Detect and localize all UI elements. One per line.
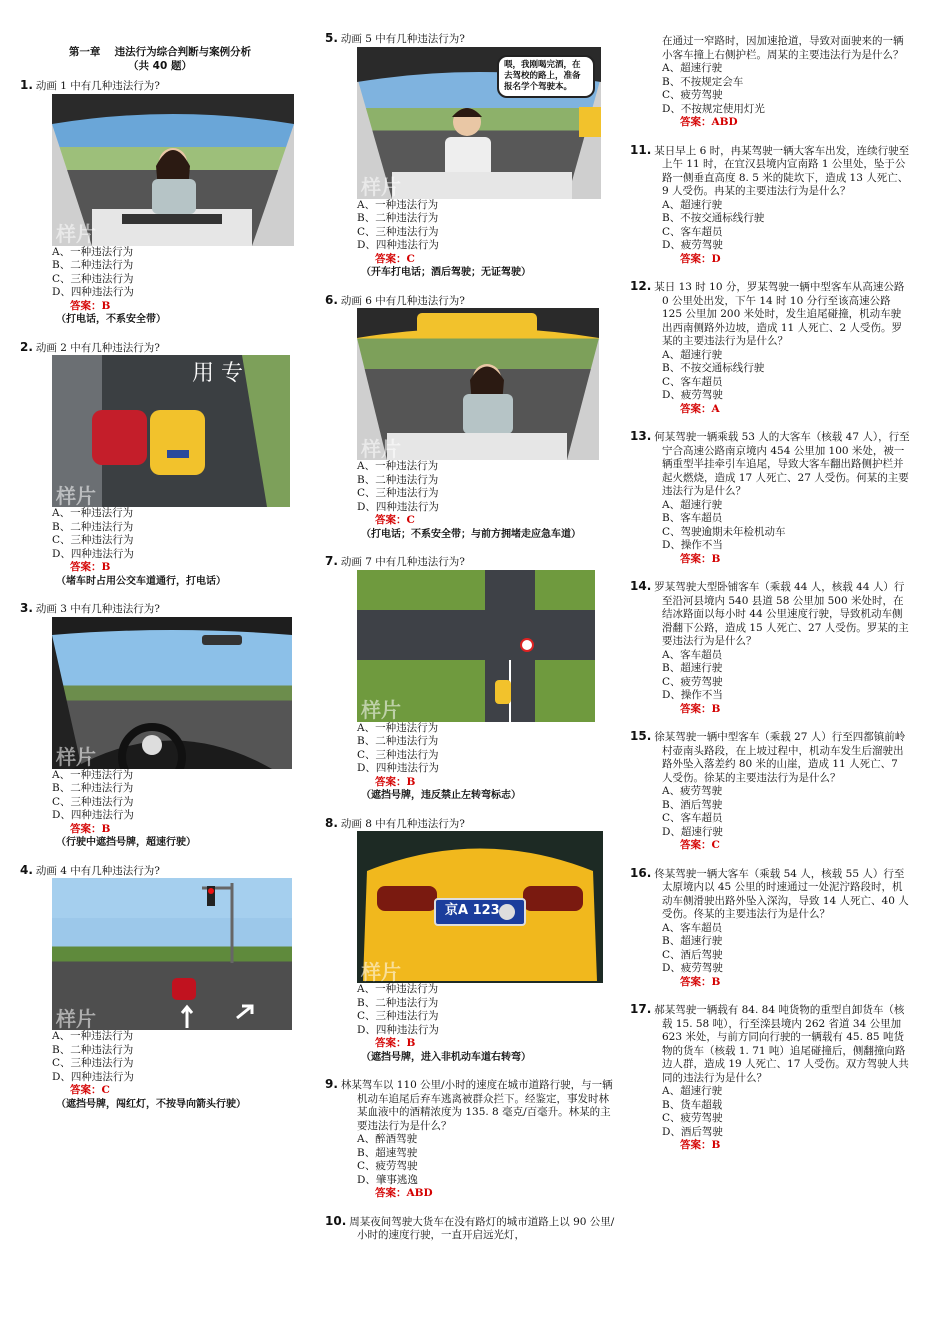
question-number: 11. — [630, 142, 652, 157]
option-c: C、疲劳驾驶 — [662, 675, 723, 688]
answer-note: （行驶中遮挡号牌，超速行驶） — [56, 837, 196, 848]
question-10-continued — [630, 35, 910, 130]
speech-bubble: 喂，我刚喝完酒，在去驾校的路上，准备报名学个驾驶本。 — [497, 55, 595, 98]
option-a: A、一种违法行为 — [52, 1030, 134, 1042]
option-c: C、三种违法行为 — [52, 1057, 134, 1069]
option-d: D、四种违法行为 — [52, 286, 134, 298]
option-b: B、酒后驾驶 — [662, 798, 723, 811]
svg-text:用 专: 用 专 — [192, 361, 243, 386]
question-text: 罗某驾驶大型卧铺客车（乘载 44 人，核载 44 人）行至沿河县境内 540 县道 58 公里加 500 米处时，在结冰路面以每小时 44 公里速度行驶，导致机动车侧滑翻下公路，造成 15 人死亡、27 人受伤。罗某的主要违法行为是什么？ — [654, 581, 909, 647]
question-text: 佟某驾驶一辆大客车（乘载 54 人，核载 55 人）行至太原境内以 45 公里的时速通过一处泥泞路段时，机动车侧滑驶出路外坠入深沟，导致 14 人死亡、40 人受伤。佟某的主要违法行为是什么？ — [654, 867, 909, 920]
option-b: B、二种违法行为 — [357, 473, 439, 486]
option-b: B、二种违法行为 — [52, 259, 134, 271]
answer: 答案：B — [680, 702, 721, 715]
question-14 — [630, 580, 910, 716]
option-b: B、不按交通标线行驶 — [662, 212, 765, 224]
answer: 答案：C — [375, 514, 415, 526]
watermark: 样片 — [361, 175, 401, 199]
question-2 — [20, 341, 300, 589]
animation-6-image — [357, 308, 599, 460]
option-c: C、客车超员 — [662, 812, 723, 824]
option-c: C、客车超员 — [662, 225, 723, 238]
answer: 答案：ABD — [375, 1187, 433, 1199]
option-a: A、一种违法行为 — [52, 768, 134, 781]
option-a: A、疲劳驾驶 — [662, 785, 723, 797]
option-a: A、一种违法行为 — [52, 507, 134, 519]
question-number: 2. — [20, 339, 33, 354]
option-d: D、操作不当 — [662, 539, 723, 551]
option-b: B、超速行驶 — [662, 662, 723, 674]
option-d: D、四种违法行为 — [52, 1070, 134, 1083]
option-d: D、疲劳驾驶 — [662, 389, 723, 401]
answer-note: （遮挡号牌，违反禁止左转弯标志） — [361, 790, 521, 801]
question-15 — [630, 730, 910, 853]
option-c: C、三种违法行为 — [357, 748, 439, 761]
option-d: D、不按规定使用灯光 — [662, 102, 765, 115]
answer: 答案：B — [70, 299, 111, 312]
option-c: C、疲劳驾驶 — [662, 1112, 723, 1124]
question-text: 某日早上 6 时，冉某驾驶一辆大客车出发，连续行驶至上午 11 时，在宜汉县境内宣南路 1 公里处，坠于公路一侧垂直高度 8. 5 米的陡坎下，造成 13 人死亡、9 人受伤。冉某的主要违法行为是什么？ — [654, 144, 910, 197]
option-a: A、超速行驶 — [662, 1085, 723, 1097]
question-text: 动画 1 中有几种违法行为? — [35, 80, 160, 92]
option-a: A、超速行驶 — [662, 498, 723, 511]
answer-note: （遮挡号牌，闯红灯，不按导向箭头行驶） — [56, 1098, 246, 1110]
option-a: A、一种违法行为 — [357, 460, 439, 472]
question-5 — [325, 32, 615, 280]
question-text: 周某夜间驾驶大货车在没有路灯的城市道路上以 90 公里/小时的速度行驶，一直开启远光灯， — [349, 1215, 615, 1241]
question-4 — [20, 864, 300, 1112]
question-number: 5. — [325, 31, 338, 45]
option-a: A、客车超员 — [662, 921, 723, 934]
answer-note: （打电话，不系安全带） — [56, 314, 166, 325]
option-a: A、一种违法行为 — [357, 198, 439, 211]
option-d: D、酒后驾驶 — [662, 1125, 723, 1138]
option-b: B、超速行驶 — [662, 935, 723, 947]
option-a: A、超速行驶 — [662, 62, 723, 74]
option-d: D、四种违法行为 — [357, 239, 439, 251]
option-d: D、四种违法行为 — [52, 809, 134, 821]
answer: 答案：B — [680, 1139, 721, 1151]
option-a: A、超速行驶 — [662, 348, 723, 361]
question-6 — [325, 294, 615, 542]
watermark: 样片 — [56, 483, 96, 507]
license-plate: 京A 123 — [445, 903, 500, 918]
animation-7-image — [357, 570, 595, 722]
question-number: 7. — [325, 554, 338, 568]
question-9 — [325, 1078, 615, 1201]
answer: 答案：B — [375, 775, 416, 788]
option-b: B、二种违法行为 — [357, 212, 439, 224]
option-b: B、二种违法行为 — [357, 996, 439, 1009]
option-a: A、一种违法行为 — [357, 983, 439, 995]
option-d: D、肇事逃逸 — [357, 1173, 418, 1186]
answer: 答案：D — [680, 252, 721, 265]
answer: 答案：B — [70, 561, 111, 573]
question-number: 1. — [20, 78, 33, 92]
question-number: 6. — [325, 292, 338, 307]
question-number: 3. — [20, 601, 33, 615]
question-1 — [20, 79, 300, 327]
option-d: D、疲劳驾驶 — [662, 962, 723, 974]
question-text: 动画 8 中有几种违法行为? — [340, 817, 465, 830]
option-a: A、一种违法行为 — [357, 721, 439, 734]
animation-5-image — [357, 47, 601, 199]
answer: 答案：B — [375, 1037, 416, 1049]
question-text: 林某驾车以 110 公里/小时的速度在城市道路行驶，与一辆机动车追尾后弃车逃离被群众拦下。经鉴定，事发时林某血液中的酒精浓度为 135. 8 毫克/百毫升。林某的主要违法行为是什么？ — [340, 1079, 613, 1132]
animation-8-image — [357, 831, 603, 983]
option-d: D、四种违法行为 — [52, 547, 134, 560]
question-text: 在通过一窄路时，因加速抢道，导致对面驶来的一辆小客车撞上右侧护栏。周某的主要违法行为是什么？ — [662, 35, 904, 61]
option-c: C、三种违法行为 — [52, 534, 134, 546]
option-c: C、三种违法行为 — [357, 225, 439, 238]
chapter-subtitle: （共 40 题） — [128, 60, 192, 72]
option-c: C、疲劳驾驶 — [357, 1160, 418, 1172]
question-text: 郝某驾驶一辆载有 84. 84 吨货物的重型自卸货车（核载 15. 58 吨），行至滦县境内 262 省道 34 公里加 623 米处，与前方同向行驶的一辆载有 45. 85 吨货物的货车（核载 1. 71 吨）追尾碰撞后，侧翻撞向路边人群，造成 19 人死亡、17 人受伤。双方驾驶人共同的违法行为是什么？ — [654, 1004, 909, 1084]
column-right — [630, 35, 910, 1167]
chapter-title: 第一章 违法行为综合判断与案例分析 — [68, 46, 252, 58]
option-b: B、不按交通标线行驶 — [662, 362, 765, 374]
option-b: B、超速驾驶 — [357, 1146, 418, 1159]
option-c: C、三种违法行为 — [52, 272, 134, 285]
question-number: 17. — [630, 1002, 652, 1016]
option-d: D、超速行驶 — [662, 825, 723, 838]
animation-3-image — [52, 617, 292, 769]
animation-2-image — [52, 355, 290, 507]
answer-note: （开车打电话；酒后驾驶；无证驾驶） — [361, 267, 531, 278]
question-11 — [630, 144, 910, 267]
animation-1-image — [52, 94, 294, 246]
watermark: 样片 — [56, 1006, 96, 1030]
option-c: C、三种违法行为 — [357, 1010, 439, 1022]
question-number: 13. — [630, 429, 652, 443]
option-a: A、醉酒驾驶 — [357, 1133, 418, 1145]
option-d: D、操作不当 — [662, 689, 723, 701]
question-text: 动画 2 中有几种违法行为? — [35, 341, 160, 354]
question-3 — [20, 602, 300, 850]
answer-note: （打电话；不系安全带；与前方拥堵走应急车道） — [361, 528, 581, 540]
question-text: 动画 4 中有几种违法行为? — [35, 864, 160, 877]
option-c: C、三种违法行为 — [357, 487, 439, 499]
answer: 答案：C — [375, 252, 415, 265]
watermark: 样片 — [361, 698, 401, 722]
option-d: D、四种违法行为 — [357, 762, 439, 774]
question-text: 动画 3 中有几种违法行为? — [35, 603, 160, 615]
option-c: C、疲劳驾驶 — [662, 89, 723, 101]
question-17 — [630, 1003, 910, 1153]
option-d: D、四种违法行为 — [357, 500, 439, 513]
question-7 — [325, 555, 615, 803]
question-16 — [630, 867, 910, 990]
option-b: B、二种违法行为 — [52, 1043, 134, 1056]
answer: 答案：A — [680, 402, 720, 415]
column-middle — [325, 32, 615, 1257]
option-d: D、四种违法行为 — [357, 1023, 439, 1036]
question-text: 徐某驾驶一辆中型客车（乘载 27 人）行至四都镇前岭村壶南头路段，在上坡过程中，机动车发生后溜驶出路外坠入落差约 80 米的山崖，造成 11 人死亡、7 人受伤。徐某的主要违法行为是什么？ — [654, 731, 906, 784]
option-a: A、客车超员 — [662, 648, 723, 661]
question-number: 10. — [325, 1213, 347, 1228]
answer-note: （遮挡号牌，进入非机动车道右转弯） — [361, 1051, 531, 1063]
watermark: 样片 — [361, 959, 401, 983]
option-a: A、一种违法行为 — [52, 245, 134, 258]
question-number: 14. — [630, 579, 652, 593]
answer: 答案：B — [680, 975, 721, 988]
option-c: C、三种违法行为 — [52, 795, 134, 808]
question-number: 4. — [20, 862, 33, 877]
option-d: D、疲劳驾驶 — [662, 239, 723, 251]
question-number: 16. — [630, 865, 652, 880]
option-b: B、客车超员 — [662, 512, 723, 524]
answer: 答案：C — [70, 1084, 110, 1096]
question-number: 9. — [325, 1077, 338, 1091]
option-b: B、二种违法行为 — [357, 735, 439, 747]
answer: 答案：B — [70, 822, 111, 835]
question-8 — [325, 817, 615, 1065]
question-text: 何某驾驶一辆乘载 53 人的大客车（核载 47 人），行至宁合高速公路南京境内 454 公里加 100 米处，被一辆重型半挂牵引车追尾，导致大客车翻出路侧护栏并起火燃烧，造成 17 人死亡、27 人受伤。何某的主要违法行为是什么？ — [654, 431, 910, 497]
answer: 答案：ABD — [680, 116, 738, 128]
watermark: 样片 — [56, 222, 96, 246]
answer: 答案：C — [680, 839, 720, 851]
option-b: B、二种违法行为 — [52, 782, 134, 794]
answer: 答案：B — [680, 552, 721, 565]
question-number: 8. — [325, 815, 338, 830]
column-left — [20, 45, 300, 1125]
question-text: 动画 6 中有几种违法行为? — [340, 294, 465, 307]
option-c: C、客车超员 — [662, 375, 723, 388]
watermark: 样片 — [361, 436, 401, 460]
option-b: B、二种违法行为 — [52, 520, 134, 533]
question-number: 12. — [630, 279, 652, 293]
question-12 — [630, 280, 910, 416]
animation-4-image — [52, 878, 292, 1030]
question-13 — [630, 430, 910, 566]
option-c: C、驾驶逾期未年检机动车 — [662, 525, 786, 538]
question-text: 动画 5 中有几种违法行为? — [340, 33, 465, 45]
option-a: A、超速行驶 — [662, 198, 723, 211]
watermark: 样片 — [56, 745, 96, 769]
question-text: 动画 7 中有几种违法行为? — [340, 556, 465, 568]
question-10 — [325, 1215, 615, 1243]
question-text: 某日 13 时 10 分，罗某驾驶一辆中型客车从高速公路 0 公里处出发，下午 14 时 10 分行至该高速公路 125 公里加 200 米处时，发生追尾碰撞，机动车驶出西南侧路外边坡，造成 11 人死亡、2 人受伤。罗某的主要违法行为是什么？ — [654, 281, 905, 347]
answer-note: （堵车时占用公交车道通行，打电话） — [56, 575, 226, 587]
option-c: C、酒后驾驶 — [662, 948, 723, 961]
option-b: B、不按规定会车 — [662, 75, 744, 88]
option-b: B、货车超载 — [662, 1098, 723, 1111]
question-number: 15. — [630, 729, 652, 743]
